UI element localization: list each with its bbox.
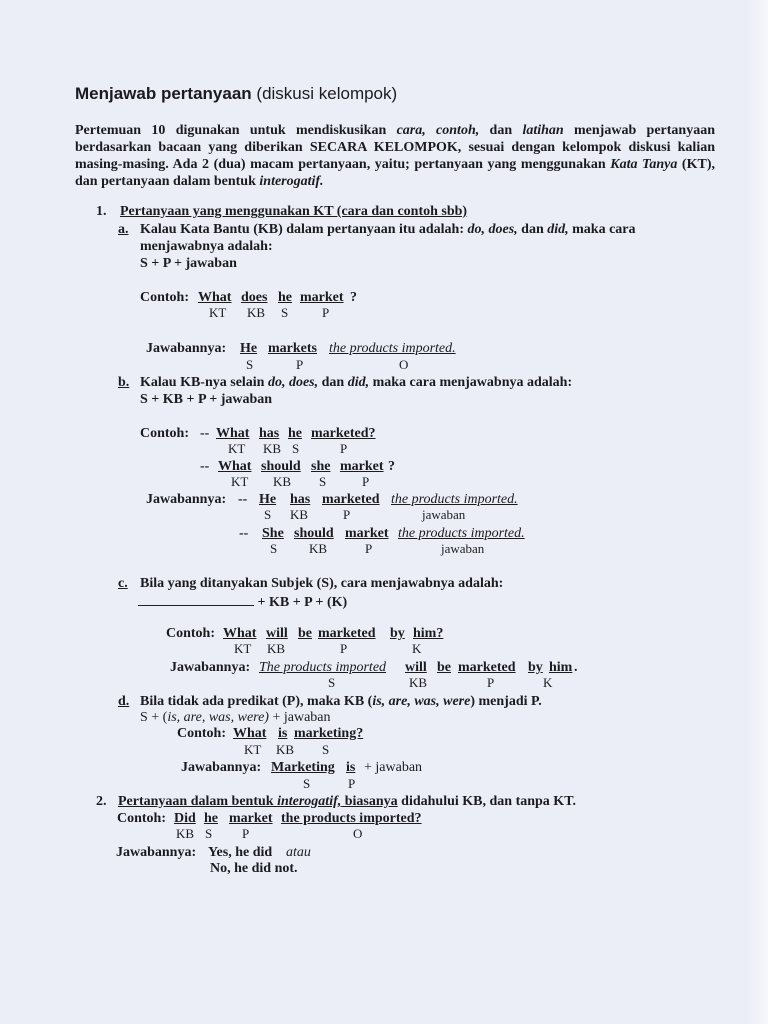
dash: -- bbox=[238, 492, 248, 507]
period: . bbox=[574, 660, 578, 675]
example-word: What bbox=[233, 726, 267, 741]
example-word: marketed bbox=[318, 626, 376, 641]
item-c-formula bbox=[138, 593, 347, 611]
grammar-label: KB bbox=[290, 507, 309, 522]
grammar-label: S bbox=[246, 357, 254, 372]
item-a-line1 bbox=[140, 222, 636, 238]
answer-or: atau bbox=[286, 845, 311, 860]
answer-word: marketed bbox=[458, 660, 516, 675]
example-word: market bbox=[300, 290, 344, 305]
grammar-label: P bbox=[487, 675, 495, 690]
example-word: be bbox=[298, 626, 312, 641]
item-a-line2: menjawabnya adalah: bbox=[140, 239, 273, 254]
example-word: Did bbox=[174, 811, 196, 826]
answer-word: him bbox=[549, 660, 573, 675]
answer-word: markets bbox=[268, 341, 317, 356]
text: Kalau Kata Bantu (KB) dalam pertanyaan itu adalah: bbox=[140, 222, 468, 237]
section-2-example-label: Contoh: bbox=[117, 811, 167, 826]
grammar-label: KB bbox=[263, 441, 282, 456]
grammar-label: S bbox=[281, 305, 289, 320]
example-word: What bbox=[198, 290, 232, 305]
grammar-label: P bbox=[343, 507, 351, 522]
answer-object: the products imported. bbox=[329, 341, 456, 356]
text-italic: do, does, bbox=[467, 222, 518, 237]
answer-word: Marketing bbox=[271, 760, 335, 775]
grammar-label: S bbox=[322, 742, 330, 757]
text: Bila tidak ada predikat (P), maka KB ( bbox=[140, 694, 373, 709]
intro-italic: latihan bbox=[522, 123, 564, 138]
text: Kalau KB-nya selain bbox=[140, 375, 268, 390]
item-a-formula: S + P + jawaban bbox=[140, 256, 237, 271]
grammar-label: KT bbox=[228, 441, 246, 456]
grammar-label: P bbox=[365, 541, 373, 556]
grammar-label: KT bbox=[234, 641, 252, 656]
example-word: market bbox=[229, 811, 273, 826]
dash: -- bbox=[200, 459, 210, 474]
answer-word: should bbox=[294, 526, 334, 541]
text: dan bbox=[318, 375, 348, 390]
text-italic: is, are, was, were bbox=[372, 694, 471, 709]
grammar-label: P bbox=[340, 441, 348, 456]
scan-edge-shading bbox=[746, 0, 768, 1024]
grammar-label: P bbox=[242, 826, 250, 841]
example-word: he bbox=[278, 290, 292, 305]
example-word: What bbox=[223, 626, 257, 641]
answer-word: He bbox=[259, 492, 277, 507]
question-mark: ? bbox=[388, 459, 395, 474]
item-b-answer-label: Jawabannya: bbox=[146, 492, 227, 507]
example-word: will bbox=[266, 626, 288, 641]
grammar-label: P bbox=[348, 776, 356, 791]
grammar-label: jawaban bbox=[422, 507, 466, 522]
example-word: him? bbox=[413, 626, 444, 641]
answer-word: be bbox=[437, 660, 451, 675]
text-italic: interogatif, bbox=[277, 794, 342, 809]
grammar-label: KT bbox=[244, 742, 262, 757]
text-italic: do, does, bbox=[267, 375, 319, 390]
answer-word: He bbox=[240, 341, 258, 356]
intro-text: (KT), dan pertanyaan dalam bentuk bbox=[75, 157, 715, 189]
text: didahului KB, dan tanpa KT. bbox=[397, 794, 576, 809]
item-d-letter: d. bbox=[118, 694, 130, 709]
grammar-label: S bbox=[270, 541, 278, 556]
answer-word: + jawaban bbox=[364, 760, 423, 775]
text: maka cara menjawabnya adalah: bbox=[369, 375, 573, 390]
question-mark: ? bbox=[350, 290, 357, 305]
section-1-number: 1. bbox=[96, 204, 107, 219]
page-title bbox=[75, 84, 397, 104]
item-c-line1: Bila yang ditanyakan Subjek (S), cara menjawabnya adalah: bbox=[140, 576, 504, 591]
item-b-formula: S + KB + P + jawaban bbox=[140, 392, 273, 407]
example-word: marketing? bbox=[294, 726, 364, 741]
text: biasanya bbox=[341, 794, 398, 809]
dash: -- bbox=[239, 526, 249, 541]
item-b-line1 bbox=[140, 375, 572, 391]
grammar-label: KB bbox=[247, 305, 266, 320]
text: + jawaban bbox=[268, 710, 331, 725]
example-word: the products imported? bbox=[281, 811, 422, 826]
grammar-label: jawaban bbox=[441, 541, 485, 556]
text: S + ( bbox=[140, 710, 168, 725]
answer-object: the products imported. bbox=[398, 526, 525, 541]
text: Pertanyaan dalam bentuk bbox=[118, 794, 278, 809]
grammar-label: S bbox=[292, 441, 300, 456]
example-word: What bbox=[216, 426, 250, 441]
item-b-example-label: Contoh: bbox=[140, 426, 190, 441]
item-d-example-label: Contoh: bbox=[177, 726, 227, 741]
title-normal: (diskusi kelompok) bbox=[256, 84, 398, 103]
item-c-letter: c. bbox=[118, 576, 128, 591]
grammar-label: KT bbox=[209, 305, 227, 320]
grammar-label: KB bbox=[273, 474, 292, 489]
answer-word: will bbox=[405, 660, 427, 675]
grammar-label: P bbox=[340, 641, 348, 656]
text: dan bbox=[517, 222, 548, 237]
text: maka cara bbox=[568, 222, 636, 237]
answer-word: She bbox=[262, 526, 284, 541]
example-word: marketed? bbox=[311, 426, 376, 441]
answer-word: by bbox=[528, 660, 543, 675]
example-word: What bbox=[218, 459, 252, 474]
item-c-example-label: Contoh: bbox=[166, 626, 216, 641]
item-a-letter: a. bbox=[118, 222, 129, 237]
grammar-label: S bbox=[303, 776, 311, 791]
answer-word: market bbox=[345, 526, 389, 541]
answer-yes: Yes, he did bbox=[208, 845, 273, 860]
section-2-answer-label: Jawabannya: bbox=[116, 845, 197, 860]
grammar-label: P bbox=[322, 305, 330, 320]
grammar-label: KB bbox=[309, 541, 328, 556]
grammar-label: P bbox=[362, 474, 370, 489]
formula-text: + KB + P + (K) bbox=[257, 595, 348, 610]
answer-subject: The products imported bbox=[259, 660, 387, 675]
intro-text: dan bbox=[479, 123, 523, 138]
item-a-answer-label: Jawabannya: bbox=[146, 341, 227, 356]
intro-paragraph bbox=[75, 122, 715, 190]
example-word: does bbox=[241, 290, 268, 305]
item-d-line1 bbox=[140, 694, 542, 710]
intro-italic: interogatif. bbox=[259, 174, 324, 189]
item-d-formula bbox=[140, 710, 331, 726]
intro-text: Pertemuan 10 digunakan untuk mendiskusikan bbox=[75, 123, 397, 138]
grammar-label: KB bbox=[276, 742, 295, 757]
example-word: he bbox=[288, 426, 302, 441]
item-d-answer-label: Jawabannya: bbox=[181, 760, 262, 775]
example-word: is bbox=[278, 726, 288, 741]
example-word: by bbox=[390, 626, 405, 641]
item-a-example-label: Contoh: bbox=[140, 290, 190, 305]
grammar-label: S bbox=[264, 507, 272, 522]
answer-no: No, he did not. bbox=[210, 861, 298, 876]
dash: -- bbox=[200, 426, 210, 441]
intro-italic: cara, contoh, bbox=[396, 123, 480, 138]
answer-word: has bbox=[290, 492, 311, 507]
section-1-heading: Pertanyaan yang menggunakan KT (cara dan contoh sbb) bbox=[120, 204, 468, 219]
answer-word: marketed bbox=[322, 492, 380, 507]
grammar-label: KB bbox=[409, 675, 428, 690]
section-2-heading bbox=[118, 794, 576, 810]
grammar-label: O bbox=[399, 357, 409, 372]
grammar-label: K bbox=[412, 641, 422, 656]
grammar-label: S bbox=[328, 675, 336, 690]
answer-object: the products imported. bbox=[391, 492, 518, 507]
intro-text: menjawab pertanyaan berdasarkan bacaan yang diberikan SECARA KELOMPOK, sesuai dengan kelompok diskusi kalian masing-masing. Ada 2 (dua) macam pertanyaan, yaitu; pertanyaan yang menggunakan bbox=[75, 123, 716, 172]
text-italic: did, bbox=[347, 375, 370, 390]
answer-blank bbox=[138, 593, 254, 606]
grammar-label: S bbox=[205, 826, 213, 841]
example-word: has bbox=[259, 426, 280, 441]
answer-word: is bbox=[346, 760, 356, 775]
item-b-letter: b. bbox=[118, 375, 130, 390]
grammar-label: K bbox=[543, 675, 553, 690]
grammar-label: KT bbox=[231, 474, 249, 489]
section-2-number: 2. bbox=[96, 794, 107, 809]
grammar-label: KB bbox=[267, 641, 286, 656]
example-word: he bbox=[204, 811, 218, 826]
grammar-label: KB bbox=[176, 826, 195, 841]
item-c-answer-label: Jawabannya: bbox=[170, 660, 251, 675]
example-word: market bbox=[340, 459, 384, 474]
grammar-label: S bbox=[319, 474, 327, 489]
title-bold: Menjawab pertanyaan bbox=[75, 84, 252, 103]
intro-italic: Kata Tanya bbox=[610, 157, 678, 172]
text-italic: is, are, was, were) bbox=[167, 710, 269, 725]
example-word: should bbox=[261, 459, 301, 474]
text: ) menjadi P. bbox=[470, 694, 542, 709]
grammar-label: P bbox=[296, 357, 304, 372]
example-word: she bbox=[311, 459, 331, 474]
grammar-label: O bbox=[353, 826, 363, 841]
text-italic: did, bbox=[547, 222, 569, 237]
